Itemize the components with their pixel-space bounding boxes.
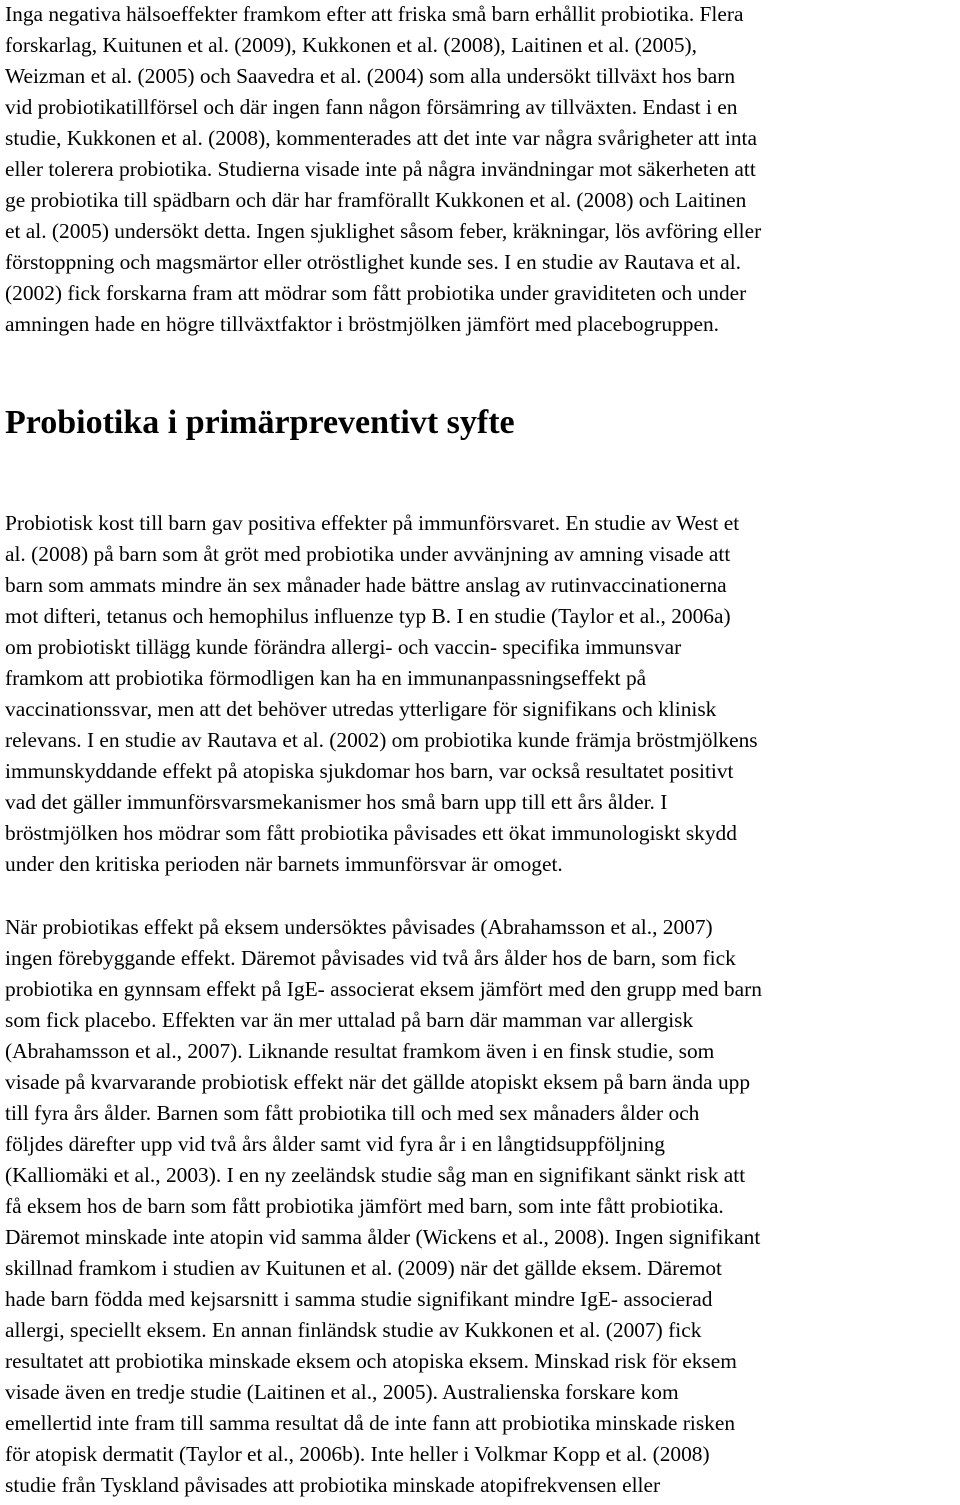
text-line: al. (2008) på barn som åt gröt med probiotika under avvänjning av amning visade att (5, 542, 731, 566)
text-line: et al. (2005) undersökt detta. Ingen sjuklighet såsom feber, kräkningar, lös avföring eller (5, 219, 762, 243)
text-line: Probiotisk kost till barn gav positiva effekter på immunförsvaret. En studie av West et (5, 511, 740, 535)
text-line: skillnad framkom i studien av Kuitunen et al. (2009) när det gällde eksem. Däremot (5, 1256, 722, 1280)
text-line: vaccinationssvar, men att det behöver utredas ytterligare för signifikans och klinisk (5, 697, 717, 721)
text-line: få eksem hos de barn som fått probiotika jämfört med barn, som inte fått probiotika. (5, 1194, 724, 1218)
text-line: forskarlag, Kuitunen et al. (2009), Kukkonen et al. (2008), Laitinen et al. (2005), (5, 33, 698, 57)
text-line: hade barn födda med kejsarsnitt i samma studie signifikant mindre IgE- associerad (5, 1287, 713, 1311)
text-line: ingen förebyggande effekt. Däremot påvisades vid två års ålder hos de barn, som fick (5, 946, 736, 970)
text-line: relevans. I en studie av Rautava et al. (2002) om probiotika kunde främja bröstmjölkens (5, 728, 758, 752)
text-line: Weizman et al. (2005) och Saavedra et al. (2004) som alla undersökt tillväxt hos barn (5, 64, 736, 88)
text-line: allergi, speciellt eksem. En annan finländsk studie av Kukkonen et al. (2007) fick (5, 1318, 702, 1342)
section-heading: Probiotika i primärpreventivt syfte (5, 404, 515, 441)
text-line: studie, Kukkonen et al. (2008), kommenterades att det inte var några svårigheter att inta (5, 126, 757, 150)
text-line: (Kalliomäki et al., 2003). I en ny zeeländsk studie såg man en signifikant sänkt risk att (5, 1163, 746, 1187)
text-line: följdes därefter upp vid två års ålder samt vid fyra år i en långtidsuppföljning (5, 1132, 665, 1156)
text-line: Däremot minskade inte atopin vid samma ålder (Wickens et al., 2008). Ingen signifikant (5, 1225, 761, 1249)
text-line: om probiotiskt tillägg kunde förändra allergi- och vaccin- specifika immunsvar (5, 635, 682, 659)
text-line: När probiotikas effekt på eksem undersöktes påvisades (Abrahamsson et al., 2007) (5, 915, 713, 939)
text-line: bröstmjölken hos mödrar som fått probiotika påvisades ett ökat immunologiskt skydd (5, 821, 737, 845)
text-line: ge probiotika till spädbarn och där har framförallt Kukkonen et al. (2008) och Laitinen (5, 188, 747, 212)
text-line: studie från Tyskland påvisades att probiotika minskade atopifrekvensen eller (5, 1473, 661, 1497)
text-line: emellertid inte fram till samma resultat då de inte fann att probiotika minskade risken (5, 1411, 736, 1435)
text-line: förstoppning och magsmärtor eller otröstlighet kunde ses. I en studie av Rautava et al. (5, 250, 742, 274)
text-line: visade även en tredje studie (Laitinen et al., 2005). Australienska forskare kom (5, 1380, 679, 1404)
text-line: (Abrahamsson et al., 2007). Liknande resultat framkom även i en finsk studie, som (5, 1039, 715, 1063)
text-line: (2002) fick forskarna fram att mödrar som fått probiotika under graviditeten och under (5, 281, 747, 305)
text-line: framkom att probiotika förmodligen kan ha en immunanpassningseffekt på (5, 666, 647, 690)
text-line: för atopisk dermatit (Taylor et al., 2006b). Inte heller i Volkmar Kopp et al. (2008) (5, 1442, 710, 1466)
text-line: vad det gäller immunförsvarsmekanismer hos små barn upp till ett års ålder. I (5, 790, 668, 814)
text-line: under den kritiska perioden när barnets immunförsvar är omoget. (5, 852, 563, 876)
text-line: immunskyddande effekt på atopiska sjukdomar hos barn, var också resultatet positivt (5, 759, 734, 783)
text-line: som fick placebo. Effekten var än mer uttalad på barn där mamman var allergisk (5, 1008, 694, 1032)
text-line: Inga negativa hälsoeffekter framkom efter att friska små barn erhållit probiotika. Flera (5, 2, 744, 26)
text-line: amningen hade en högre tillväxtfaktor i bröstmjölken jämfört med placebogruppen. (5, 312, 719, 336)
text-line: vid probiotikatillförsel och där ingen fann någon försämring av tillväxten. Endast i en (5, 95, 738, 119)
text-line: till fyra års ålder. Barnen som fått probiotika till och med sex månaders ålder och (5, 1101, 700, 1125)
text-line: resultatet att probiotika minskade eksem och atopiska eksem. Minskad risk för eksem (5, 1349, 737, 1373)
text-line: probiotika en gynnsam effekt på IgE- associerat eksem jämfört med den grupp med barn (5, 977, 762, 1001)
text-line: eller tolerera probiotika. Studierna visade inte på några invändningar mot säkerheten att (5, 157, 756, 181)
text-line: barn som ammats mindre än sex månader hade bättre anslag av rutinvaccinationerna (5, 573, 727, 597)
text-line: visade på kvarvarande probiotisk effekt när det gällde atopiskt eksem på barn ända upp (5, 1070, 751, 1094)
text-line: mot difteri, tetanus och hemophilus influenze typ B. I en studie (Taylor et al., 2006a) (5, 604, 731, 628)
